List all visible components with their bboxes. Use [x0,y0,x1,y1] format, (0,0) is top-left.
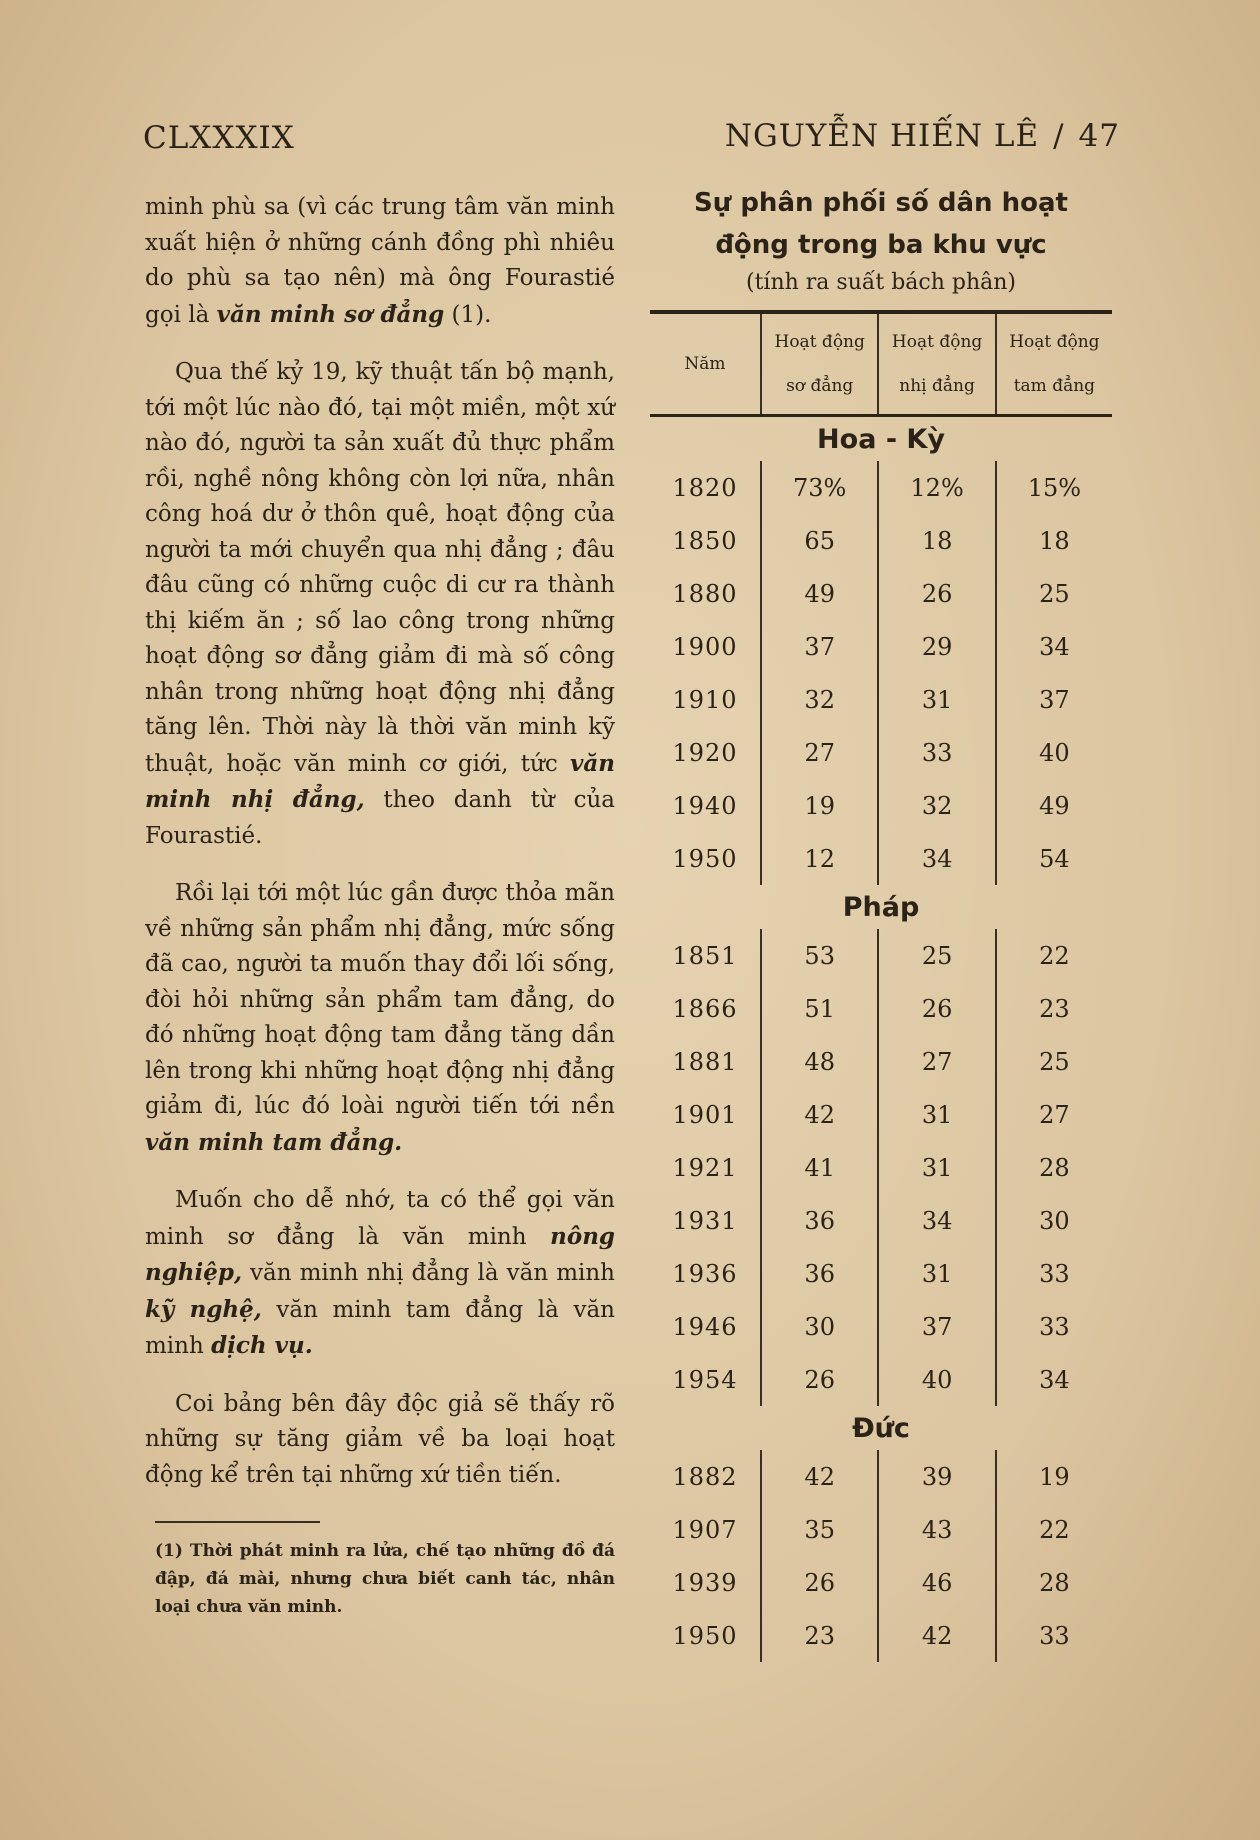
tertiary-cell: 18 [1039,526,1070,555]
primary-cell: 51 [761,982,878,1035]
primary-cell: 36 [761,1247,878,1300]
tertiary-cell: 25 [1039,1047,1070,1076]
secondary-cell: 31 [878,1088,995,1141]
year-cell: 1920 [672,738,738,767]
year-cell: 1936 [672,1259,738,1288]
paragraph-4: Muốn cho dễ nhớ, ta có thể gọi văn minh sơ đẳng là văn minh nông nghiệp, văn minh nhị đẳng là văn minh kỹ nghệ, văn minh tam đẳng là văn minh dịch vụ. [145,1187,615,1359]
secondary-cell: 27 [878,1035,995,1088]
tertiary-cell: 37 [1039,685,1070,714]
secondary-cell: 31 [878,673,995,726]
primary-cell: 27 [761,726,878,779]
page-number: 47 [1078,118,1120,154]
primary-cell: 26 [761,1556,878,1609]
section-heading: Hoa - Kỳ [817,423,945,455]
year-cell: 1954 [672,1365,738,1394]
year-cell: 1866 [672,994,738,1023]
year-cell: 1851 [672,941,738,970]
tertiary-cell: 49 [1039,791,1070,820]
secondary-cell: 32 [878,779,995,832]
year-cell: 1910 [672,685,738,714]
author-name: NGUYỄN HIẾN LÊ [724,118,1040,154]
primary-cell: 30 [761,1300,878,1353]
header-secondary: Hoạt động nhị đẳng [878,314,995,416]
tertiary-cell: 34 [1039,1365,1070,1394]
primary-cell: 42 [761,1450,878,1503]
table-row [650,1300,1112,1353]
table-row [650,726,1112,779]
tertiary-cell: 34 [1039,632,1070,661]
table-row [650,1353,1112,1406]
paragraph-5: Coi bảng bên đây độc giả sẽ thấy rõ những sự tăng giảm về ba loại hoạt động kể trên tại những xứ tiền tiến. [145,1390,615,1488]
tertiary-cell: 15% [1027,473,1082,502]
secondary-cell: 18 [878,514,995,567]
table-row [650,567,1112,620]
section-heading: Pháp [842,891,920,923]
section-heading-row [650,1406,1112,1450]
table-row [650,1556,1112,1609]
table-row [650,673,1112,726]
secondary-cell: 25 [878,929,995,982]
table-row [650,1247,1112,1300]
tertiary-cell: 28 [1039,1568,1070,1597]
primary-cell: 37 [761,620,878,673]
header-separator: / [1053,118,1065,154]
table-column [650,182,1112,1662]
tertiary-cell: 22 [1039,941,1070,970]
table-row [650,1450,1112,1503]
tertiary-cell: 25 [1039,579,1070,608]
primary-cell: 12 [761,832,878,885]
table-row [650,832,1112,885]
header-tertiary: Hoạt động tam đẳng [996,314,1112,416]
footnote-divider [155,1521,320,1523]
secondary-cell: 31 [878,1247,995,1300]
primary-cell: 48 [761,1035,878,1088]
primary-cell: 23 [761,1609,878,1662]
section-heading-row [650,885,1112,929]
table-row [650,514,1112,567]
primary-cell: 35 [761,1503,878,1556]
running-header [725,118,1120,154]
paragraph-2: Qua thế kỷ 19, kỹ thuật tấn bộ mạnh, tới một lúc nào đó, tại một miền, một xứ nào đó, người ta sản xuất đủ thực phẩm rồi, nghề nông không còn lợi nữa, nhân công hoá dư ở thôn quê, hoạt động của người ta mới chuyển qua nhị đẳng ; đâu đâu cũng có những cuộc di cư ra thành thị kiếm ăn ; số lao công trong những hoạt động sơ đẳng giảm đi mà số công nhân trong những hoạt động nhị đẳng tăng lên. Thời này là thời văn minh kỹ thuật, hoặc văn minh cơ giới, tức văn minh nhị đẳng, theo danh từ của Fourastié. [145,359,615,849]
year-cell: 1940 [672,791,738,820]
table-row [650,779,1112,832]
secondary-cell: 39 [878,1450,995,1503]
primary-cell: 26 [761,1353,878,1406]
secondary-cell: 43 [878,1503,995,1556]
secondary-cell: 34 [878,1194,995,1247]
primary-cell: 49 [761,567,878,620]
year-cell: 1882 [672,1462,738,1491]
tertiary-cell: 28 [1039,1153,1070,1182]
primary-cell: 36 [761,1194,878,1247]
table-header-row [650,314,1112,416]
table-row [650,982,1112,1035]
tertiary-cell: 30 [1039,1206,1070,1235]
primary-cell: 53 [761,929,878,982]
primary-cell: 73% [761,461,878,514]
year-cell: 1946 [672,1312,738,1341]
secondary-cell: 26 [878,982,995,1035]
body-text-column [145,190,615,1621]
header-primary: Hoạt động sơ đẳng [761,314,878,416]
tertiary-cell: 22 [1039,1515,1070,1544]
year-cell: 1820 [672,473,738,502]
secondary-cell: 33 [878,726,995,779]
year-cell: 1950 [672,1621,738,1650]
year-cell: 1850 [672,526,738,555]
tertiary-cell: 33 [1039,1621,1070,1650]
tertiary-cell: 33 [1039,1312,1070,1341]
secondary-cell: 34 [878,832,995,885]
population-activity-table [650,314,1112,1662]
chapter-number: CLXXXIX [143,120,295,156]
table-row [650,620,1112,673]
secondary-cell: 12% [878,461,995,514]
table-row [650,461,1112,514]
tertiary-cell: 27 [1039,1100,1070,1129]
secondary-cell: 40 [878,1353,995,1406]
year-cell: 1901 [672,1100,738,1129]
header-year: Năm [650,314,761,416]
tertiary-cell: 33 [1039,1259,1070,1288]
tertiary-cell: 40 [1039,738,1070,767]
secondary-cell: 42 [878,1609,995,1662]
year-cell: 1881 [672,1047,738,1076]
section-heading: Đức [852,1412,910,1444]
paragraph-1: minh phù sa (vì các trung tâm văn minh xuất hiện ở những cánh đồng phì nhiêu do phù sa tạo nên) mà ông Fourastié gọi là văn minh sơ đẳng (1). [145,194,615,328]
primary-cell: 42 [761,1088,878,1141]
secondary-cell: 26 [878,567,995,620]
secondary-cell: 46 [878,1556,995,1609]
tertiary-cell: 54 [1039,844,1070,873]
year-cell: 1950 [672,844,738,873]
section-heading-row [650,416,1112,462]
secondary-cell: 29 [878,620,995,673]
table-row [650,1609,1112,1662]
year-cell: 1880 [672,579,738,608]
footnote: (1) Thời phát minh ra lửa, chế tạo những đồ đá đập, đá mài, nhưng chưa biết canh tác, nhân loại chưa văn minh. [155,1541,615,1617]
table-row [650,1088,1112,1141]
primary-cell: 19 [761,779,878,832]
tertiary-cell: 19 [1039,1462,1070,1491]
table-row [650,929,1112,982]
year-cell: 1921 [672,1153,738,1182]
secondary-cell: 31 [878,1141,995,1194]
year-cell: 1931 [672,1206,738,1235]
year-cell: 1900 [672,632,738,661]
table-title: Sự phân phối số dân hoạt động trong ba khu vực [694,188,1068,260]
primary-cell: 32 [761,673,878,726]
primary-cell: 41 [761,1141,878,1194]
year-cell: 1907 [672,1515,738,1544]
table-row [650,1035,1112,1088]
table-row [650,1503,1112,1556]
table-row [650,1141,1112,1194]
primary-cell: 65 [761,514,878,567]
table-subtitle: (tính ra suất bách phân) [746,270,1016,295]
table-row [650,1194,1112,1247]
tertiary-cell: 23 [1039,994,1070,1023]
secondary-cell: 37 [878,1300,995,1353]
year-cell: 1939 [672,1568,738,1597]
paragraph-3: Rồi lại tới một lúc gần được thỏa mãn về những sản phẩm nhị đẳng, mức sống đã cao, người ta muốn thay đổi lối sống, đòi hỏi những sản phẩm tam đẳng, do đó những hoạt động tam đẳng tăng dần lên trong khi những hoạt động nhị đẳng giảm đi, lúc đó loài người tiến tới nền văn minh tam đẳng. [145,880,615,1156]
